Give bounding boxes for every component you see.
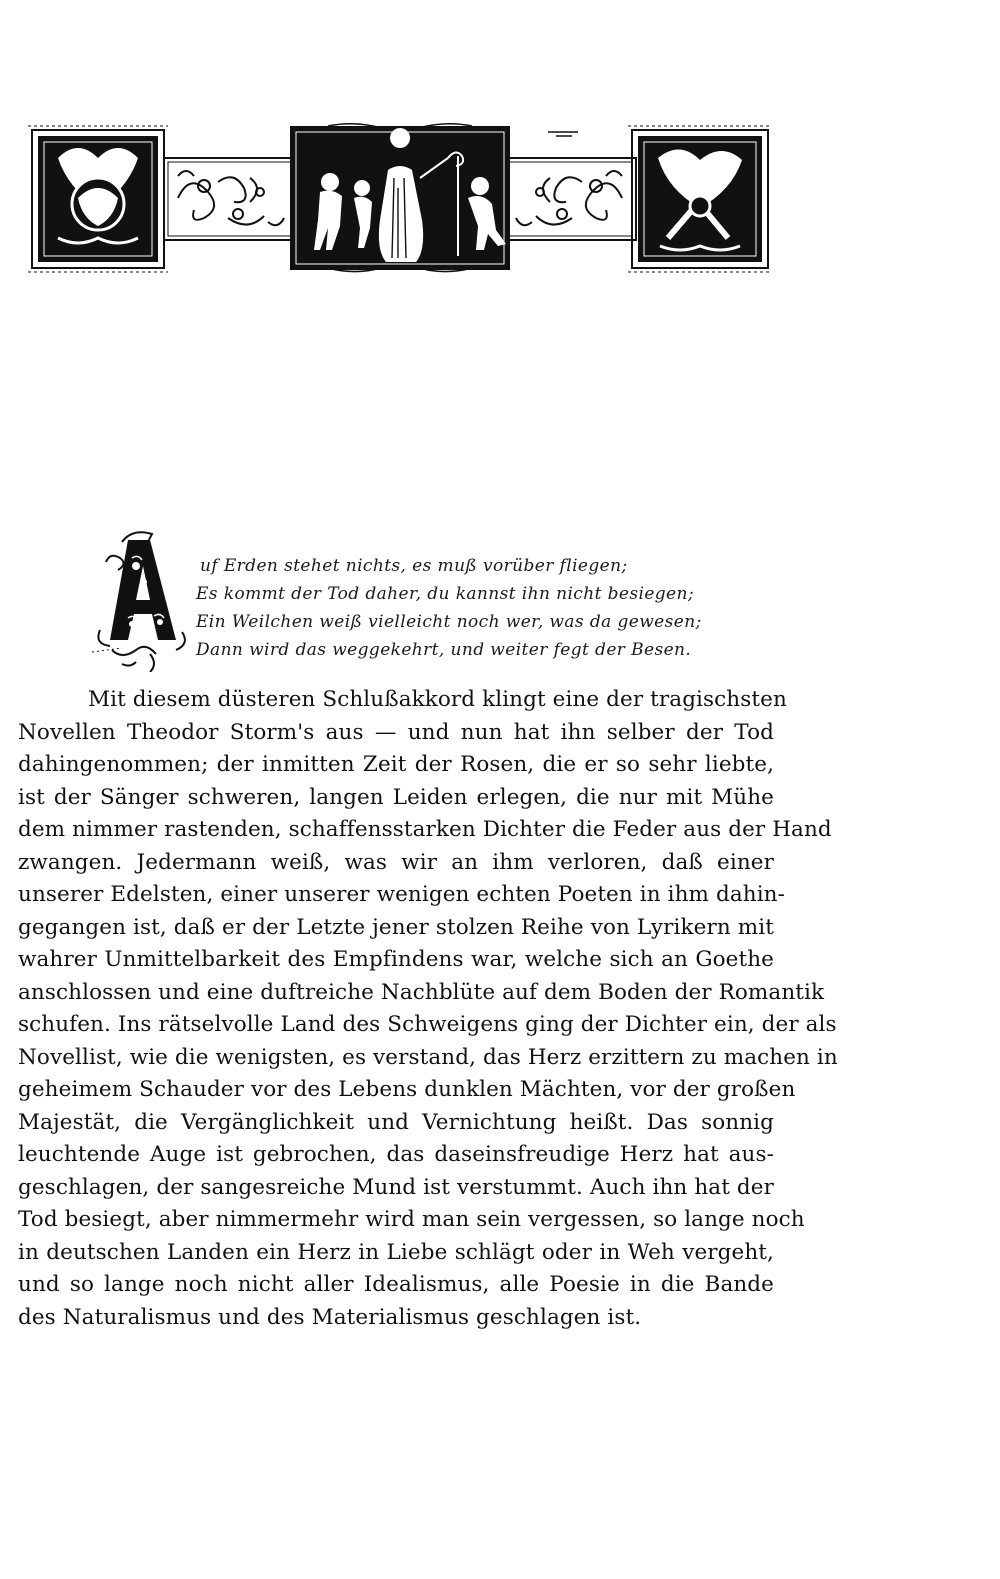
paragraph-line: dem nimmer rastenden, schaffensstarken Dichter die Feder aus der Hand bbox=[18, 817, 832, 842]
paragraph-line: unserer Edelsten, einer unserer wenigen echten Poeten in ihm dahin- bbox=[18, 882, 785, 907]
paragraph-line: in deutschen Landen ein Herz in Liebe schlägt oder in Weh vergeht, bbox=[18, 1239, 774, 1265]
paragraph-line: dahingenommen; der inmitten Zeit der Rosen, die er so sehr liebte, bbox=[18, 752, 774, 777]
paragraph-line: Novellen Theodor Storm's aus — und nun hat ihn selber der Tod bbox=[18, 719, 774, 745]
paragraph-line: und so lange noch nicht aller Idealismus, alle Poesie in die Bande bbox=[18, 1272, 774, 1297]
paragraph-line: ist der Sänger schweren, langen Leiden erlegen, die nur mit Mühe bbox=[18, 784, 774, 810]
paragraph-line: anschlossen und eine duftreiche Nachblüte auf dem Boden der Romantik bbox=[18, 979, 825, 1005]
verse-line: uf Erden stehet nichts, es muß vorüber fliegen; bbox=[200, 556, 628, 576]
paragraph-line: zwangen. Jedermann weiß, was wir an ihm verloren, daß einer bbox=[18, 849, 774, 875]
paragraph-line: Tod besiegt, aber nimmermehr wird man sein vergessen, so lange noch bbox=[18, 1207, 805, 1232]
body-paragraph bbox=[18, 684, 838, 1334]
right-initial-panel bbox=[628, 126, 772, 272]
verse-line: Dann wird das weggekehrt, und weiter fegt der Besen. bbox=[196, 640, 692, 660]
paragraph-line: geheimem Schauder vor des Lebens dunklen Mächten, vor der großen bbox=[18, 1077, 796, 1102]
paragraph-line: leuchtende Auge ist gebrochen, das daseinsfreudige Herz hat aus- bbox=[18, 1142, 774, 1167]
left-initial-panel bbox=[28, 126, 168, 272]
paragraph-line: Majestät, die Vergänglichkeit und Vernichtung heißt. Das sonnig bbox=[18, 1109, 774, 1135]
verse-line: Ein Weilchen weiß vielleicht noch wer, was da gewesen; bbox=[196, 612, 702, 632]
verse-lines bbox=[196, 552, 756, 664]
epigraph-verse bbox=[92, 522, 742, 672]
center-figure-panel bbox=[290, 126, 510, 270]
paragraph-line: Mit diesem düsteren Schlußakkord klingt eine der tragischsten bbox=[88, 687, 787, 712]
paragraph-line: schufen. Ins rätselvolle Land des Schweigens ging der Dichter ein, der als bbox=[18, 1012, 837, 1037]
decorated-initial-letter bbox=[92, 522, 192, 672]
paragraph-line: wahrer Unmittelbarkeit des Empfindens war, welche sich an Goethe bbox=[18, 947, 774, 972]
paragraph-line: Novellist, wie die wenigsten, es verstand, das Herz erzittern zu machen in bbox=[18, 1044, 838, 1070]
paragraph-line: gegangen ist, daß er der Letzte jener stolzen Reihe von Lyrikern mit bbox=[18, 914, 774, 940]
verse-line: Es kommt der Tod daher, du kannst ihn nicht besiegen; bbox=[196, 584, 694, 604]
paragraph-line: geschlagen, der sangesreiche Mund ist verstummt. Auch ihn hat der bbox=[18, 1174, 774, 1200]
header-ornament bbox=[28, 118, 772, 278]
paragraph-line: des Naturalismus und des Materialismus geschlagen ist. bbox=[18, 1304, 642, 1330]
